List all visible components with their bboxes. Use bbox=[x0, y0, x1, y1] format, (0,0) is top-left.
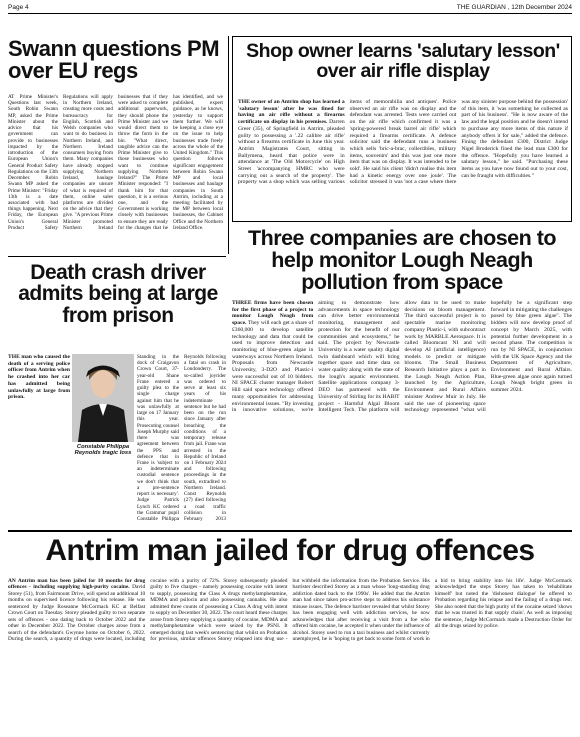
swann-headline: Swann questions PM over EU regs bbox=[8, 36, 220, 84]
jailed-headline: Antrim man jailed for drug offences bbox=[45, 534, 535, 567]
jailed-lead: AN Antrim man has been jailed for 10 months for drug offences - including supplying high-purity cocaine. bbox=[8, 578, 146, 591]
death-lead: THE man who caused the death of a serving police officer from Antrim when he crashed into her car has admitted being unlawfully at large from prison. bbox=[8, 354, 70, 401]
death-headline: Death crash driver admits being at large from prison bbox=[18, 261, 218, 327]
shop-text: Darren Greer (35), of Springfield in Antrim, pleaded guilty to possessing a '.22 calibre air rifle' without a firearms certificate in June this year. Antrim Magistrates Court, sitting in Ballymena, heard that police were in attendance at 'The Old Motorcycle' on High Street 'accompanying HMRC who were carrying out a search of the property'. The property was a shop which was selling various items of memorabilia and antiques'. Police observed an air rifle was on display and the defendant was arrested. Tests were carried out on the air rifle which confirmed it was a 'spring-powered break barrel air rifle' which required a firearms certificate. A defence solicitor said the defendant runs a business which sells 'bric-a-brac, collectibles, military items, souvenirs' and this was just one more item that was on display. It was intended to be sold'. He said his client 'didn't realise this item had a kinetic energy over one joule'. The solicitor stressed it was 'not a case where there was any sinister purpose behind the possession' of this item, it 'was something he collected as part of his business'. "He is now aware of the law and the legal position and he doesn't intend to purchase any more items of this nature if anybody offers it for sale," added the defence. Fining the defendant £300, District Judge Nigel Broderick fined the lead man £300 for the offence. "Hopefully you have learned a salutary lesson," he said. "Purchasing these items as you have now found out to your cost, can be fraught with difficulties." bbox=[238, 99, 568, 186]
neagh-text: They will each get a share of £360,000 to develop satellite technology and data that could be used to improve detection and monitoring of blue-green algae in waterways across Northern Ireland. Proposals from Newcastle University, 3-D2O and Plastic-i were successful out of 10 bidders. NI SPACE cluster manager Robert Hill said space technology offered many opportunities for addressing environmental issues. "By investing in innovative solutions, we're aiming to demonstrate how advancements in space technology can drive better environmental monitoring, management and protection for the benefit of our communities and ecosystems," he said. The project by Newcastle University is a water quality digital twin dashboard which will bring together space and time data on water quality along with the state of the lough's aquatic environment. Satellite applications company 3-DEO has partnered with the University of Stirling for its HABIT project - Harmful Algal Bloom Intelligent Tech. The platform will allow data to be used to make decisions on bloom management. The third successful project is to spectable marine monitoring company Plastic-i, with subcontract work by MARBLE Aerospace. It is called Bloomcast NI and will develop AI (artificial intelligence) models to predict or mitigate blooms. The Small Business Research Initiative plays a part in the Lough Neagh Action Plan, launched by the Agriculture, Environment and Rural Affairs minister Andrew Muir in July. He said the use of pioneering space technology represented "what will hopefully be a significant step forward in mitigating the challenges posed by blue green algae". The bidders will now develop proof of concept by March 2025, with potential further development in a second phase. The competition is run by NI SPACE, in conjunction with the UK Space Agency and the Department of Agriculture, Environment and Rural Affairs. Blue-green algae once again turned Lough Neagh bright green in summer 2024. bbox=[232, 300, 572, 414]
shop-lead: THE owner of an Antrim shop has learned a 'salutary lesson' after he was fined for having an air rifle without a firearms certificate on display in his premises. bbox=[238, 99, 345, 126]
jailed-text: David Storey (51), from Fairmount Drive, will spend an additional 10 months on supervised licence following his release. He was sentenced by Judge Roseanne McCormack KC at Belfast Crown Court on Tuesday. Storey pleaded guilty to two separate sets of offences - one dating back to October 2022 and the other in December 2022. The October charges arose from a search of the defendant's Gwynne home on October 6, 2022. During the search, a quantity of drugs were located, including cocaine with a purity of 72%. Storey subsequently pleaded guilty to five charges - namely possessing cocaine with intent to supply, possessing the Class A drugs methylamphetamine, MDMA and psilocin and also possessing cannabis. He also admitted three counts of possessing a Class A drug with intent to supply on December 30, 2022. The court heard these charges arose from Storey supplying a quantity of cocaine, MDMA and methylamphetamine which were seized by the PSNI. It emerged during last week's sentencing that whilst on Probation for previous, similar offences Storey relapsed into drug use - but withheld the information from the Probation Service. His barrister described Storey as a man whose 'long-standing drug addiction dated back to the 1990s'. He added that the Antrim man had since taken pro-active steps to address his substance misuse issues. The defence barrister revealed that whilst Storey has been engaging well with addiction services, he now acknowledges that after receiving a visit from a foe who offered him cocaine, he accepted it when under the influence of alcohol. Storey used to run a taxi business and whilst currently unemployed, he is 'hoping to get back to some form of work in a bid to bring stability into his life'. Judge McCormack acknowledged the steps Storey has taken to 'rehabilitate himself' but noted the 'dishonest dialogue' he offered to Probation regarding his relapse and the failing of a drugs test. She also noted that the high purity of the cocaine seized 'shows that he was trusted in that supply chain'. As well as imposing the sentence, Judge McCormack made a Destruction Order for all the drugs seized by police. bbox=[8, 578, 572, 643]
death-lead-col bbox=[8, 354, 70, 526]
neagh-headline: Three companies are chosen to help monitor Lough Neagh pollution from space bbox=[247, 226, 557, 294]
page-number: Page 4 bbox=[8, 4, 29, 11]
photo-caption: Constable Philippa Reynolds tragic loss bbox=[74, 444, 132, 457]
death-top-rule bbox=[8, 256, 226, 257]
neagh-body bbox=[232, 300, 572, 525]
shop-body bbox=[238, 99, 568, 219]
page-header bbox=[8, 2, 572, 14]
swann-body: AT Prime Minister's Questions last week, South Robin Swann MP, asked the Prime Minister about the advice that his government can provide to businesses impacted by the introduction of the European Union's General Product Safety Regulations on the 13th December. Robin Swann MP asked the Prime Minister: "Friday 13th is a date associated with bad things happening. Next Friday, the European Union's General Product Safety Regulations will apply in Northern Ireland, creating more costs and bureaucracy for English, Scottish and Welsh companies who want to do business in Northern Ireland, and Northern Ireland consumers buying from them. Many companies have already stopped supplying Northern Ireland, haulage companies are unsure of what is required of them, online sales platforms are divided on the advice that they give. "A previous Prime Minister promoted Northern Ireland businesses that if they were asked to complete additional paperwork, they should phone the Prime Minister and we would direct them to throw the form in the bin. "What direct, tangible advice can the Prime Minister give to those businesses who want to continue supplying Northern Ireland?" The Prime Minister responded: "I thank him for that question, it is a serious one, and the Government is working closely with businesses to ensure they are ready for the changes that he has identified, and we published, expert guidance, as he knows, yesterday to support them further. We will be keeping a close eye on the issue to help businesses trade freely across the whole of the United Kingdom." This question follows significant engagement between Robin Swann MP and local businesses and haulage companies in South Antrim, including at a meeting facilitated by the MP between local businesses, the Cabinet Office and the Northern Ireland Office. bbox=[8, 94, 223, 231]
column-divider bbox=[228, 36, 229, 254]
constable-photo bbox=[72, 354, 134, 442]
jailed-top-rule bbox=[8, 530, 572, 532]
shop-headline: Shop owner learns 'salutary lesson' over air rifle display bbox=[246, 40, 560, 82]
officer-portrait-icon bbox=[72, 354, 134, 442]
death-body: Standing in the dock of Craigavon Crown Court, 37-year-old Shane Frane entered a guilty plea to the single charge against him that he was unlawfully at large on 17 January this year. Prosecuting counsel Joseph Murphy said there was agreement between the PPS and defence that in Frane is 'subject to an indeterminate custodial sentence we don't think that a pre-sentence report is necessary'. Judge Patrick Lynch KC ordered the Grammar pupil Constable Philippa Reynolds following a fatal on crash in Londonderry. The so-called joyrider was ordered to serve at least six years of his indeterminate sentence but he had been on the run since January after breaching the conditions of a temporary release from jail. Frane was arrested in the Republic of Ireland on 1 February 2024 and following proceedings in the south, extradited to Northern Ireland. Const Reynolds (27) died following a road traffic collision in February 2013 bbox=[137, 354, 226, 523]
jailed-body bbox=[8, 578, 572, 730]
paper-dateline: THE GUARDIAN , 12th December 2024 bbox=[456, 4, 572, 11]
neagh-lead: THREE firms have been chosen for the first phase of a project to monitor Lough Neagh from space. bbox=[232, 300, 314, 327]
